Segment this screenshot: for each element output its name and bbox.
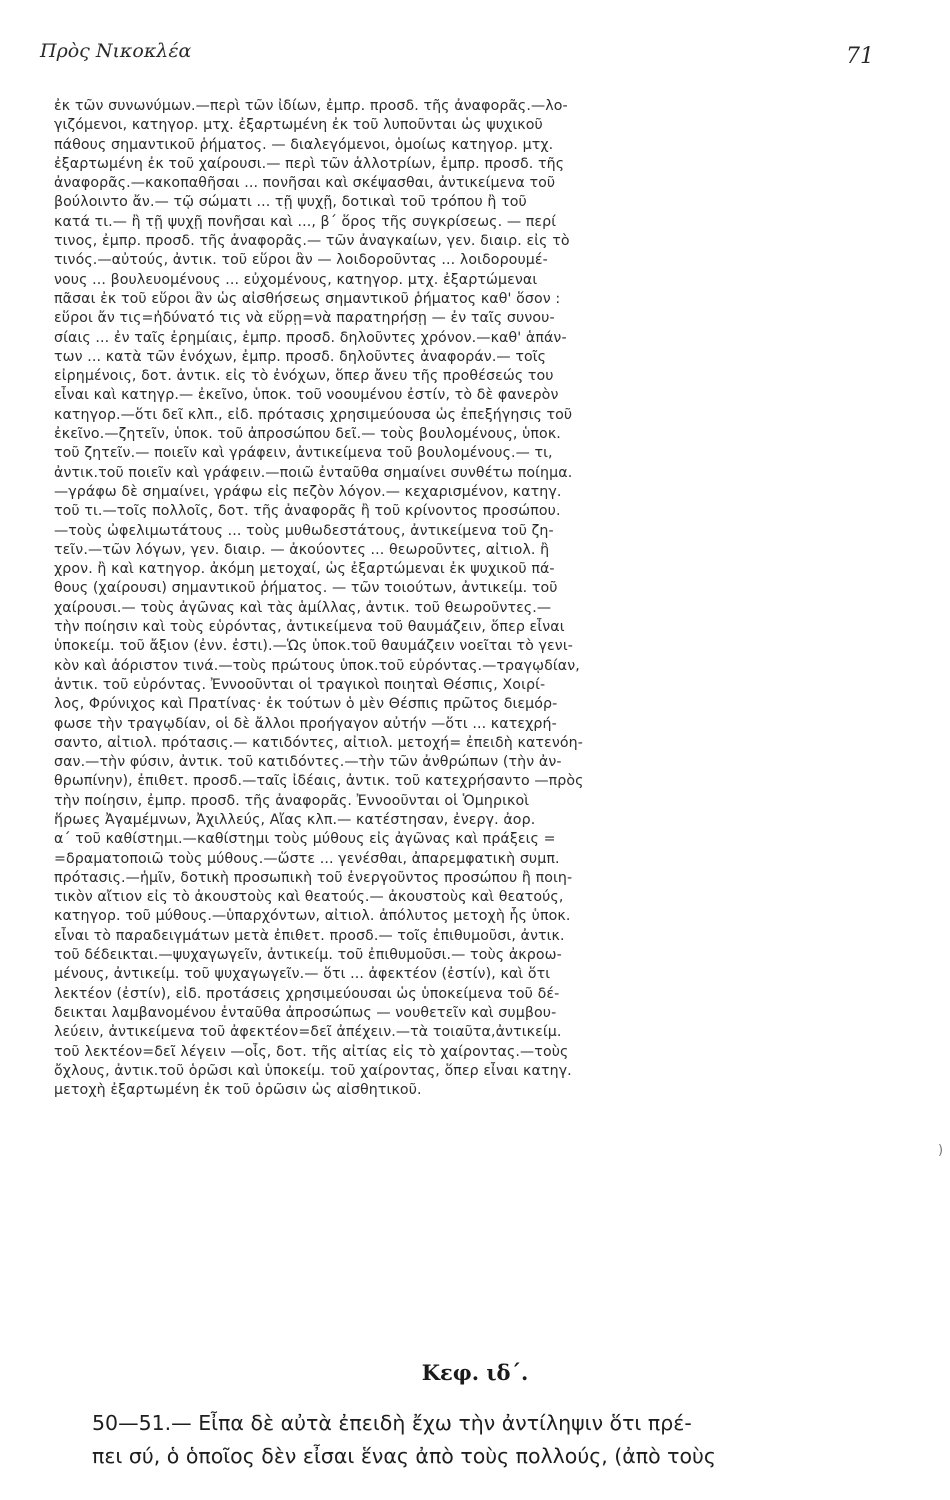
commentary-line: πᾶσαι ἐκ τοῦ εὕροι ἂν ὡς αἰσθήσεως σημαντικοῦ ῥήματος καθ' ὅσον : [54, 290, 561, 307]
margin-mark: ) [938, 1143, 944, 1158]
commentary-line: τινός.—αὐτούς, ἀντικ. τοῦ εὕροι ἂν — λοιδοροῦντας ... λοιδορουμέ- [54, 252, 548, 269]
commentary-line: τικὸν αἴτιον εἰς τὸ ἀκουστοὺς καὶ θεατούς.— ἀκουστοὺς καὶ θεατούς, [54, 889, 564, 906]
commentary-line: λος, Φρύνιχος καὶ Πρατίνας· ἐκ τούτων ὁ μὲν Θέσπις πρῶτος διεμόρ- [54, 696, 558, 713]
commentary-line: δεικται λαμβανομένου ἐνταῦθα ἀπροσώπως — νουθετεῖν καὶ συμβου- [54, 1004, 557, 1021]
commentary-line: θρωπίνην), ἐπιθετ. προσδ.—ταῖς ἰδέαις, ἀντικ. τοῦ κατεχρήσαντο —πρὸς [54, 773, 584, 790]
commentary-line: —γράφω δὲ σημαίνει, γράφω εἰς πεζὸν λόγον.— κεχαρισμένον, κατηγ. [54, 483, 562, 500]
commentary-line: τοῦ δέδεικται.—ψυχαγωγεῖν, ἀντικείμ. τοῦ ἐπιθυμοῦσι.— τοὺς ἀκροω- [54, 947, 562, 964]
commentary-line: θους (χαίρουσι) σημαντικοῦ ῥήματος. — τῶν τοιούτων, ἀντικείμ. τοῦ [54, 580, 558, 597]
commentary-line: α΄ τοῦ καθίστημι.—καθίστημι τοὺς μύθους εἰς ἀγῶνας καὶ πράξεις = [54, 831, 556, 848]
commentary-line: ἐκεῖνο.—ζητεῖν, ὑποκ. τοῦ ἀπροσώπου δεῖ.— τοὺς βουλομένους, ὑποκ. [54, 426, 561, 443]
commentary-line: φωσε τὴν τραγῳδίαν, οἱ δὲ ἄλλοι προήγαγον αὐτήν —ὅτι ... κατεχρή- [54, 715, 557, 732]
commentary-line: πάθους σημαντικοῦ ῥήματος. — διαλεγόμενοι, ὁμοίως κατηγορ. μτχ. [54, 136, 554, 153]
commentary-line: χαίρουσι.— τοὺς ἀγῶνας καὶ τὰς ἁμίλλας, ἀντικ. τοῦ θεωροῦντες.— [54, 599, 552, 616]
main-text-block [92, 1407, 882, 1473]
commentary-line: βούλοιντο ἄν.— τῷ σώματι ... τῇ ψυχῇ, δοτικαὶ τοῦ τρόπου ἢ τοῦ [54, 194, 527, 211]
commentary-line: σίαις ... ἐν ταῖς ἐρημίαις, ἐμπρ. προσδ. δηλοῦντες χρόνον.—καθ' ἁπάν- [54, 329, 567, 346]
commentary-line: λεύειν, ἀντικείμενα τοῦ ἀφεκτέον=δεῖ ἀπέχειν.—τὰ τοιαῦτα,ἀντικείμ. [54, 1024, 562, 1041]
commentary-line: ἥρωες Ἀγαμέμνων, Ἀχιλλεύς, Αἴας κλπ.— κατέστησαν, ἐνεργ. ἀορ. [54, 811, 536, 828]
commentary-line: τοῦ τι.—τοῖς πολλοῖς, δοτ. τῆς ἀναφορᾶς ἢ τοῦ κρίνοντος προσώπου. [54, 503, 561, 520]
commentary-line: χρον. ἢ καὶ κατηγορ. ἀκόμη μετοχαί, ὡς ἐξαρτώμεναι ἐκ ψυχικοῦ πά- [54, 561, 555, 578]
commentary-line: ἀναφορᾶς.—κακοπαθῆσαι ... πονῆσαι καὶ σκέψασθαι, ἀντικείμενα τοῦ [54, 175, 556, 192]
commentary-line: των ... κατὰ τῶν ἐνόχων, ἐμπρ. προσδ. δηλοῦντες ἀναφοράν.— τοῖς [54, 348, 547, 365]
commentary-line: ὄχλους, ἀντικ.τοῦ ὁρῶσι καὶ ὑποκείμ. τοῦ χαίροντας, ὅπερ εἶναι κατηγ. [54, 1062, 572, 1079]
commentary-line: σαντο, αἰτιολ. πρότασις.— κατιδόντες, αἰτιολ. μετοχή= ἐπειδὴ κατενόη- [54, 734, 583, 751]
commentary-block [54, 97, 884, 1100]
commentary-line: τὴν ποίησιν, ἐμπρ. προσδ. τῆς ἀναφορᾶς. Ἐννοοῦνται οἱ Ὁμηρικοὶ [54, 792, 530, 809]
commentary-line: μετοχὴ ἐξαρτωμένη ἐκ τοῦ ὁρῶσιν ὡς αἰσθητικοῦ. [54, 1082, 422, 1099]
commentary-line: εἶναι καὶ κατηγρ.— ἐκεῖνο, ὑποκ. τοῦ νοουμένου ἐστίν, τὸ δὲ φανερὸν [54, 387, 559, 404]
commentary-line: νους ... βουλευομένους ... εὐχομένους, κατηγορ. μτχ. ἐξαρτώμεναι [54, 271, 538, 288]
commentary-line: εἰρημένοις, δοτ. ἀντικ. εἰς τὸ ἐνόχων, ὅπερ ἄνευ τῆς προθέσεώς του [54, 368, 554, 385]
commentary-line: εὕροι ἄν τις=ἠδύνατό τις νὰ εὕρῃ=νὰ παρατηρήσῃ — ἐν ταῖς συνου- [54, 310, 555, 327]
commentary-line: κὸν καὶ ἀόριστον τινά.—τοὺς πρώτους ὑποκ.τοῦ εὑρόντας.—τραγῳδίαν, [54, 657, 580, 674]
commentary-line: —τοὺς ὠφελιμωτάτους ... τοὺς μυθωδεστάτους, ἀντικείμενα τοῦ ζη- [54, 522, 554, 539]
commentary-line: τοῦ λεκτέον=δεῖ λέγειν —οἷς, δοτ. τῆς αἰτίας εἰς τὸ χαίροντας.—τοὺς [54, 1043, 569, 1060]
running-title: Πρὸς Νικοκλέα [40, 40, 192, 62]
commentary-line: τὴν ποίησιν καὶ τοὺς εὑρόντας, ἀντικείμενα τοῦ θαυμάζειν, ὅπερ εἶναι [54, 619, 565, 636]
commentary-line: τοῦ ζητεῖν.— ποιεῖν καὶ γράφειν, ἀντικείμενα τοῦ βουλομένους.— τι, [54, 445, 553, 462]
commentary-line: κατηγορ. τοῦ μύθους.—ὑπαρχόντων, αἰτιολ. ἀπόλυτος μετοχὴ ἧς ὑποκ. [54, 908, 571, 925]
commentary-line: σαν.—τὴν φύσιν, ἀντικ. τοῦ κατιδόντες.—τὴν τῶν ἀνθρώπων (τὴν ἀν- [54, 754, 562, 771]
commentary-line: μένους, ἀντικείμ. τοῦ ψυχαγωγεῖν.— ὅτι ... ἀφεκτέον (ἐστίν), καὶ ὅτι [54, 966, 551, 983]
page-number: 71 [846, 44, 874, 69]
main-text-line: πει σύ, ὁ ὁποῖος δὲν εἶσαι ἕνας ἀπὸ τοὺς πολλούς, (ἀπὸ τοὺς [92, 1444, 716, 1468]
commentary-line: ἀντικ.τοῦ ποιεῖν καὶ γράφειν.—ποιῶ ἐνταῦθα σημαίνει συνθέτω ποίημα. [54, 464, 573, 481]
commentary-line: πρότασις.—ἡμῖν, δοτικὴ προσωπικὴ τοῦ ἐνεργοῦντος προσώπου ἢ ποιη- [54, 869, 573, 886]
commentary-line: ἐξαρτωμένη ἐκ τοῦ χαίρουσι.— περὶ τῶν ἀλλοτρίων, ἐμπρ. προσδ. τῆς [54, 155, 565, 172]
commentary-line: ἐκ τῶν συνωνύμων.—περὶ τῶν ἰδίων, ἐμπρ. προσδ. τῆς ἀναφορᾶς.—λο- [54, 98, 568, 114]
commentary-line: ἀντικ. τοῦ εὑρόντας. Ἐννοοῦνται οἱ τραγικοὶ ποιηταὶ Θέσπις, Χοιρί- [54, 676, 546, 693]
commentary-line: εἶναι τὸ παραδειγμάτων μετὰ ἐπιθετ. προσδ.— τοῖς ἐπιθυμοῦσι, ἀντικ. [54, 927, 565, 944]
commentary-line: ὑποκείμ. τοῦ ἄξιον (ἐνν. ἐστι).—Ὡς ὑποκ.τοῦ θαυμάζειν νοεῖται τὸ γενι- [54, 638, 573, 655]
commentary-line: κατά τι.— ἢ τῇ ψυχῇ πονῆσαι καὶ ..., β΄ ὅρος τῆς συγκρίσεως. — περί [54, 213, 557, 230]
main-text-line: 50—51.— Εἶπα δὲ αὐτὰ ἐπειδὴ ἔχω τὴν ἀντίληψιν ὅτι πρέ- [92, 1411, 692, 1435]
commentary-line: =δραματοποιῶ τοὺς μύθους.—ὥστε ... γενέσθαι, ἀπαρεμφατικὴ συμπ. [54, 850, 560, 867]
commentary-line: κατηγορ.—ὅτι δεῖ κλπ., εἰδ. πρότασις χρησιμεύουσα ὡς ἐπεξήγησις τοῦ [54, 406, 573, 423]
commentary-line: τινος, ἐμπρ. προσδ. τῆς ἀναφορᾶς.— τῶν ἀναγκαίων, γεν. διαιρ. εἰς τὸ [54, 233, 570, 250]
chapter-heading: Κεφ. ιδ΄. [421, 1360, 529, 1385]
commentary-line: γιζόμενοι, κατηγορ. μτχ. ἐξαρτωμένη ἐκ τοῦ λυποῦνται ὡς ψυχικοῦ [54, 117, 543, 134]
commentary-line: λεκτέον (ἐστίν), εἰδ. προτάσεις χρησιμεύουσαι ὡς ὑποκείμενα τοῦ δέ- [54, 985, 560, 1002]
commentary-line: τεῖν.—τῶν λόγων, γεν. διαιρ. — ἀκούοντες ... θεωροῦντες, αἰτιολ. ἢ [54, 541, 550, 558]
